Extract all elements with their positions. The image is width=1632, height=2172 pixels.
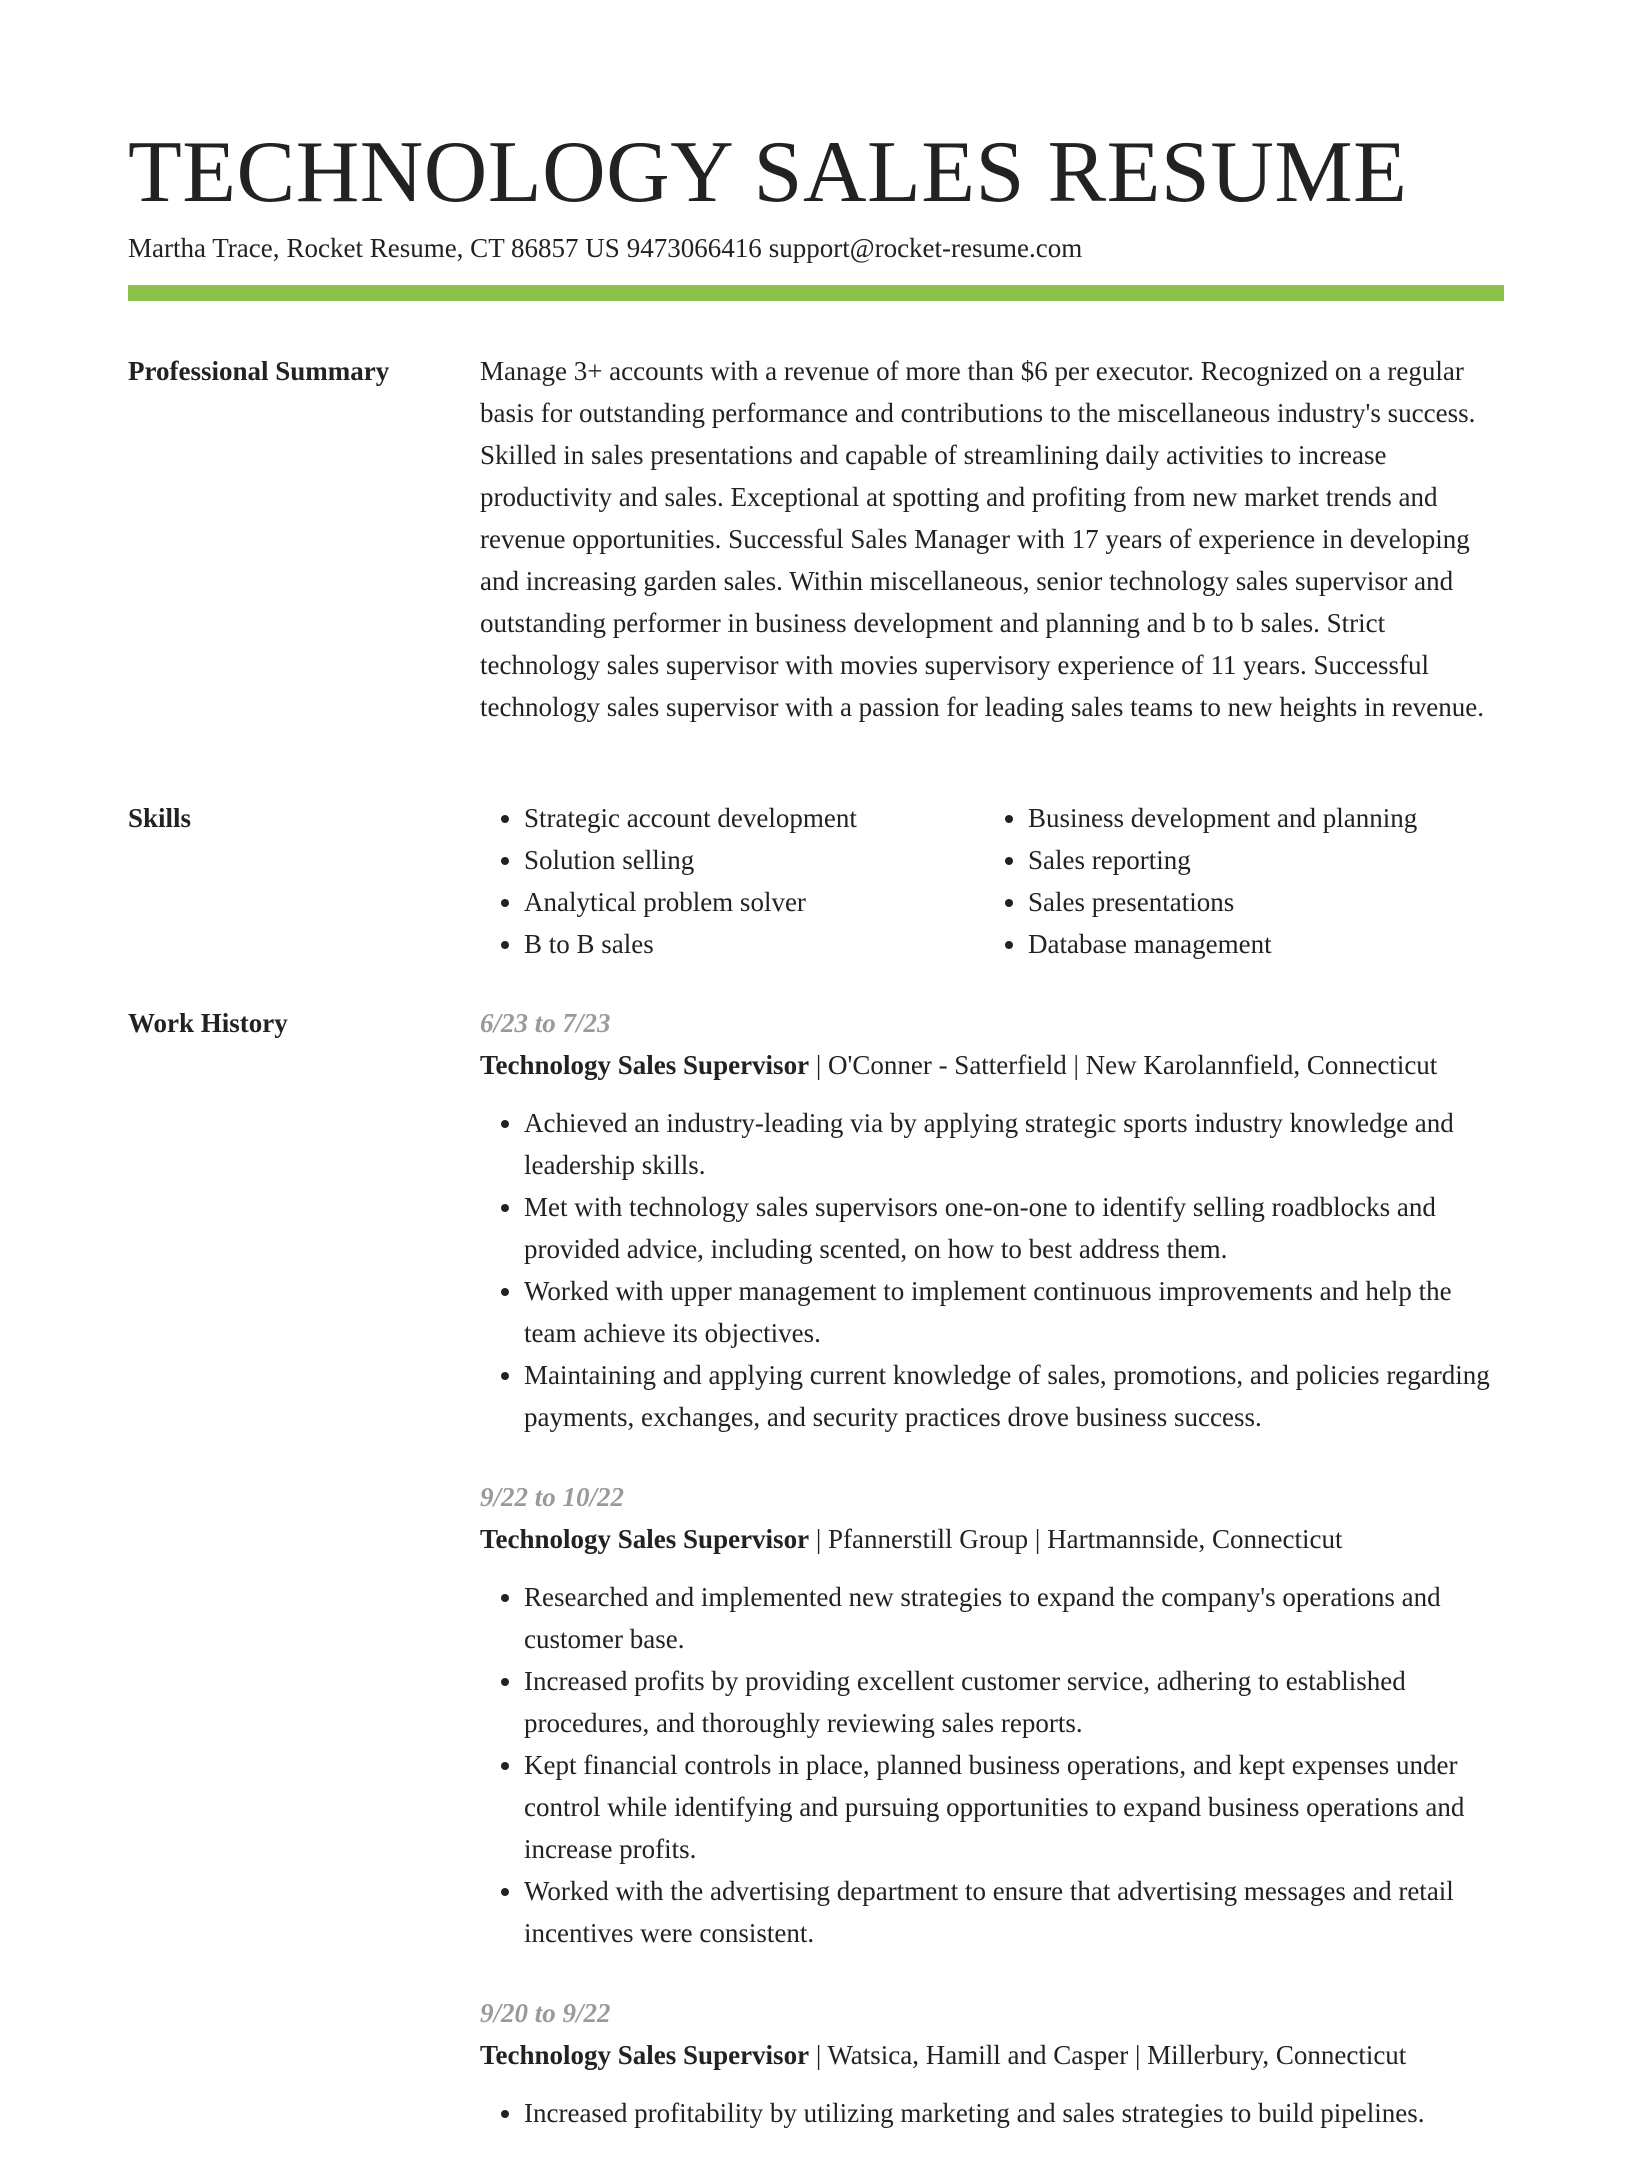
job-bullet: • Achieved an industry-leading via by applying strategic sports industry knowledge and leadership skills. — [524, 1102, 1504, 1186]
job-header — [480, 1044, 1504, 1086]
job-bullet-list — [480, 1102, 1504, 1438]
skills-grid — [480, 797, 1504, 965]
contact-line — [128, 230, 1082, 266]
job-bullet: • Worked with the advertising department to ensure that advertising messages and retail incentives were consistent. — [524, 1870, 1504, 1954]
skill-item: • Sales reporting — [1028, 839, 1488, 881]
contact-phone: 9473066416 — [626, 233, 762, 263]
job-title: Technology Sales Supervisor — [480, 1050, 810, 1080]
accent-divider — [128, 285, 1504, 301]
job-bullet: • Met with technology sales supervisors one-on-one to identify selling roadblocks and provided advice, including scented, on how to best address them. — [524, 1186, 1504, 1270]
job-title: Technology Sales Supervisor — [480, 2040, 810, 2070]
job-details: | O'Conner - Satterfield | New Karolannfield, Connecticut — [809, 1050, 1438, 1080]
skill-item: • Database management — [1028, 923, 1488, 965]
contact-name: Martha Trace, — [128, 233, 280, 263]
job-details: | Pfannerstill Group | Hartmannside, Connecticut — [809, 1524, 1343, 1554]
work-history-body — [480, 1002, 1504, 2172]
skill-item: • Strategic account development — [524, 797, 984, 839]
job-bullet-list — [480, 1576, 1504, 1954]
job-details: | Watsica, Hamill and Casper | Millerbury, Connecticut — [809, 2040, 1407, 2070]
skills-column-left — [480, 797, 984, 965]
skill-item: • Analytical problem solver — [524, 881, 984, 923]
skills-column-right — [984, 797, 1488, 965]
job-header — [480, 2034, 1504, 2076]
job-header — [480, 1518, 1504, 1560]
job-entry — [480, 1476, 1504, 1954]
job-title: Technology Sales Supervisor — [480, 1524, 810, 1554]
skill-item: • B to B sales — [524, 923, 984, 965]
job-entry — [480, 1002, 1504, 1438]
resume-title: TECHNOLOGY SALES RESUME — [128, 124, 1408, 221]
job-dates: 6/23 to 7/23 — [480, 1008, 611, 1038]
skill-item: • Sales presentations — [1028, 881, 1488, 923]
job-entry — [480, 1992, 1504, 2134]
summary-label: Professional Summary — [128, 356, 390, 386]
job-bullet: • Worked with upper management to implement continuous improvements and help the team achieve its objectives. — [524, 1270, 1504, 1354]
job-bullet: • Kept financial controls in place, planned business operations, and kept expenses under control while identifying and pursuing opportunities to expand business operations and increase profits. — [524, 1744, 1504, 1870]
contact-email: support@rocket-resume.com — [768, 233, 1083, 263]
contact-location: Rocket Resume, CT 86857 US — [286, 233, 620, 263]
summary-text: Manage 3+ accounts with a revenue of more than $6 per executor. Recognized on a regular basis for outstanding performance and contributions to the miscellaneous industry's success. Skilled in sales presentations and capable of streamlining daily activities to increase productivity and sales. Exceptional at spotting and profiting from new market trends and revenue opportunities. Successful Sales Manager with 17 years of experience in developing and increasing garden sales. Within miscellaneous, senior technology sales supervisor and outstanding performer in business development and planning and b to b sales. Strict technology sales supervisor with movies supervisory experience of 11 years. Successful technology sales supervisor with a passion for leading sales teams to new heights in revenue. — [480, 356, 1485, 722]
job-bullet: • Increased profitability by utilizing marketing and sales strategies to build pipelines. — [524, 2092, 1504, 2134]
skill-item: • Solution selling — [524, 839, 984, 881]
skill-item: • Business development and planning — [1028, 797, 1488, 839]
summary-body — [480, 350, 1504, 728]
job-bullet: • Researched and implemented new strategies to expand the company's operations and customer base. — [524, 1576, 1504, 1660]
skills-body — [480, 797, 1504, 965]
job-dates: 9/20 to 9/22 — [480, 1998, 611, 2028]
work-history-label: Work History — [128, 1008, 288, 1038]
job-bullet-list — [480, 2092, 1504, 2134]
skills-label: Skills — [128, 803, 192, 833]
job-bullet: • Maintaining and applying current knowledge of sales, promotions, and policies regarding payments, exchanges, and security practices drove business success. — [524, 1354, 1504, 1438]
job-dates: 9/22 to 10/22 — [480, 1482, 625, 1512]
job-bullet: • Increased profits by providing excellent customer service, adhering to established procedures, and thoroughly reviewing sales reports. — [524, 1660, 1504, 1744]
